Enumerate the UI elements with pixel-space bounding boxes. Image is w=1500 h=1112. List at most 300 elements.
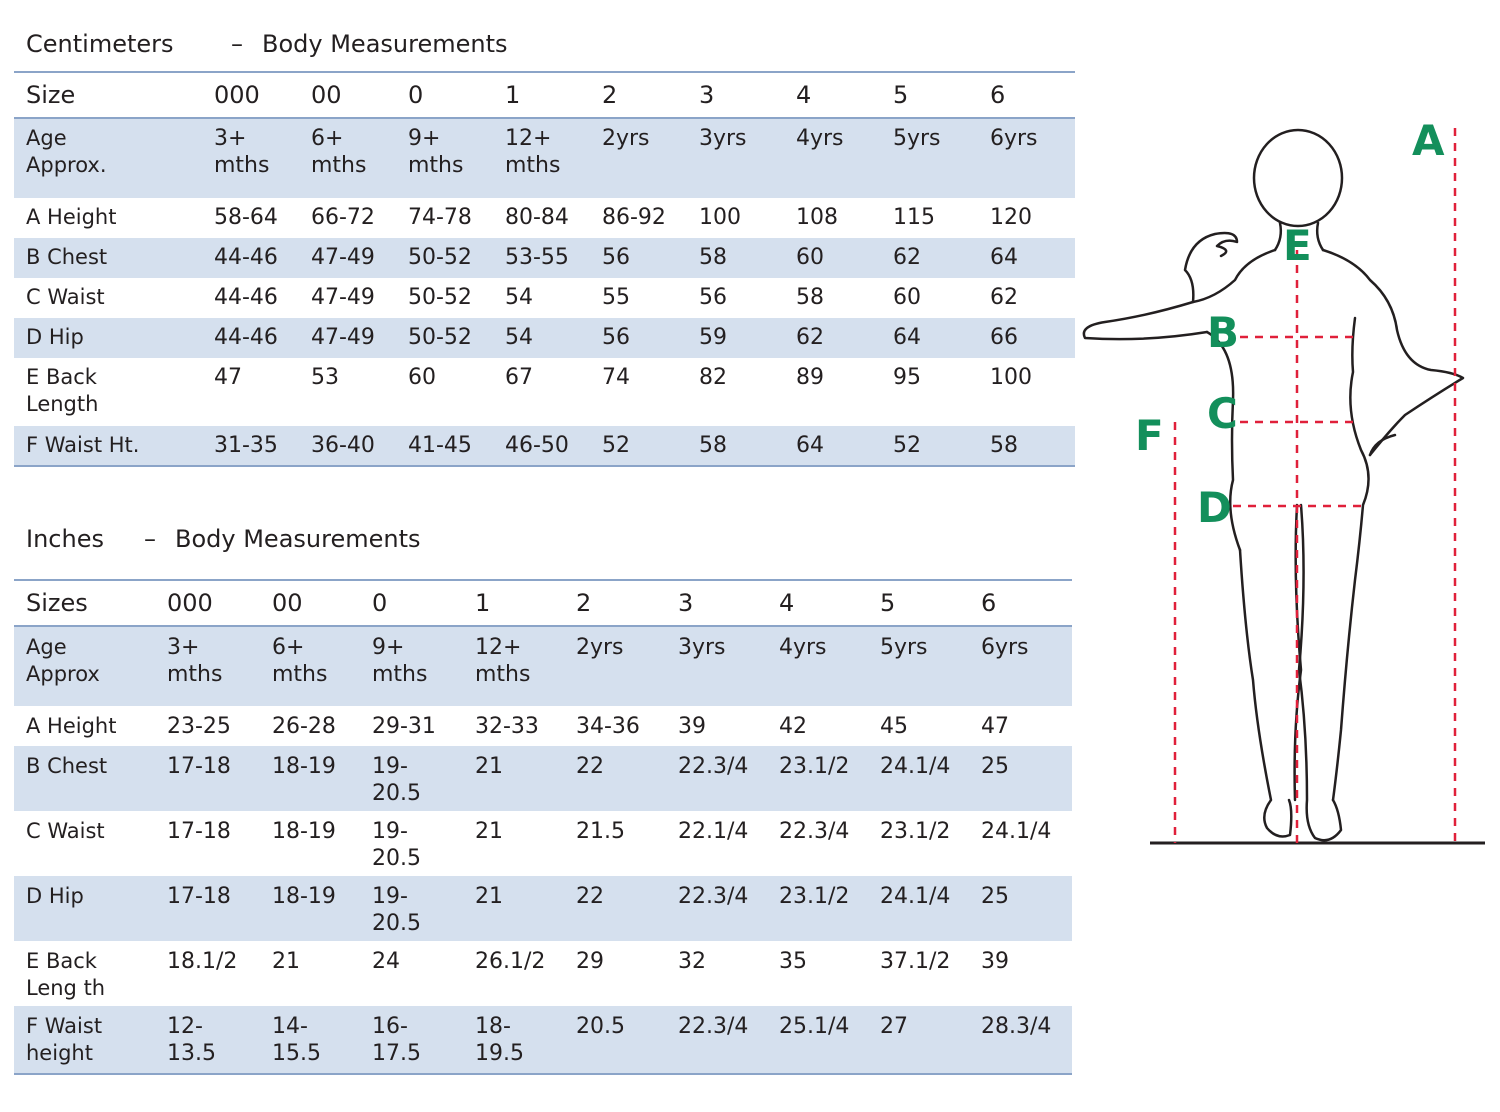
inches-row-label-line: D Hip — [26, 884, 84, 908]
inches-table-cell — [678, 626, 779, 706]
cm-cell-line: 50-52 — [408, 285, 472, 310]
cm-table-cell — [311, 238, 408, 278]
cm-table-cell — [602, 426, 699, 466]
cm-cell-line: 36-40 — [311, 433, 375, 458]
cm-cell-line: 60 — [796, 245, 824, 270]
cm-table-cell — [699, 198, 796, 238]
cm-cell-line: 62 — [990, 285, 1018, 310]
inches-row-label — [14, 811, 167, 876]
cm-row-label — [14, 278, 214, 318]
raised-arm-outline — [1084, 250, 1275, 339]
inches-cell-line: 22.1/4 — [678, 819, 749, 844]
inches-cell-line: 24.1/4 — [880, 884, 951, 909]
inches-table-cell — [880, 706, 981, 746]
inches-cell-line: 22.3/4 — [678, 1014, 749, 1039]
cm-header-size: 00 — [311, 80, 342, 109]
inches-cell-line: 25 — [981, 754, 1009, 779]
cm-row-label — [14, 238, 214, 278]
cm-header-size: 6 — [990, 80, 1006, 109]
inches-cell-line: 19- — [372, 754, 408, 779]
inches-table-cell — [779, 626, 880, 706]
inches-header-size: 3 — [678, 588, 694, 617]
inches-table-cell — [272, 746, 372, 811]
cm-cell-line: 55 — [602, 285, 630, 310]
inches-header-size: 00 — [272, 588, 303, 617]
inches-cell-line: 37.1/2 — [880, 949, 951, 974]
cm-cell-line: 56 — [602, 245, 630, 270]
inches-title-unit: Inches — [26, 525, 104, 553]
inches-cell-line: 19- — [372, 884, 408, 909]
measurement-letters — [1135, 116, 1445, 532]
cm-table-cell — [311, 198, 408, 238]
inches-table-cell — [678, 1006, 779, 1074]
inches-table-row — [14, 876, 1072, 941]
inches-cell-line: 18- — [475, 1014, 511, 1039]
inches-table-cell — [981, 941, 1072, 1006]
left-leg-outline — [1240, 550, 1291, 836]
head-outline — [1254, 130, 1342, 226]
inches-table-cell — [372, 811, 475, 876]
inches-table-row — [14, 811, 1072, 876]
inches-table-cell — [272, 706, 372, 746]
inches-cell-line: 4yrs — [779, 635, 827, 660]
cm-cell-line: 120 — [990, 205, 1032, 230]
inches-row-label-line: F Waist — [26, 1014, 103, 1038]
cm-table-cell — [990, 198, 1075, 238]
cm-table-cell — [796, 198, 893, 238]
inches-cell-line: mths — [372, 662, 428, 687]
inches-cell-line: 22.3/4 — [678, 884, 749, 909]
cm-cell-line: mths — [505, 153, 561, 178]
cm-table-cell — [505, 426, 602, 466]
letter-a: A — [1412, 116, 1445, 165]
cm-cell-line: 12+ — [505, 126, 552, 151]
cm-table-row — [14, 318, 1075, 358]
inches-cell-line: 3+ — [167, 635, 200, 660]
cm-row-label-line: A Height — [26, 205, 117, 229]
cm-table-cell — [990, 238, 1075, 278]
inches-row-label — [14, 941, 167, 1006]
inches-table-cell — [981, 1006, 1072, 1074]
cm-table-row — [14, 198, 1075, 238]
cm-table-cell — [408, 318, 505, 358]
torso-right-outline — [1333, 318, 1369, 800]
cm-header-label: Size — [26, 80, 76, 109]
inches-cell-line: 25.1/4 — [779, 1014, 850, 1039]
inches-cell-line: 3yrs — [678, 635, 726, 660]
cm-cell-line: 53-55 — [505, 245, 569, 270]
inches-table-cell — [678, 876, 779, 941]
inches-cell-line: 12+ — [475, 635, 522, 660]
inches-cell-line: 21 — [475, 754, 503, 779]
inches-table-cell — [981, 811, 1072, 876]
cm-header-size: 0 — [408, 80, 424, 109]
cm-cell-line: 54 — [505, 285, 533, 310]
inches-cell-line: 18-19 — [272, 819, 336, 844]
inches-table-cell — [475, 876, 576, 941]
cm-table-cell — [602, 118, 699, 198]
inches-table-cell — [272, 876, 372, 941]
cm-cell-line: 52 — [602, 433, 630, 458]
cm-table-cell — [602, 198, 699, 238]
inches-cell-line: 2yrs — [576, 635, 624, 660]
inches-cell-line: 47 — [981, 714, 1009, 739]
inches-table-cell — [475, 626, 576, 706]
cm-row-label-line: Approx. — [26, 153, 107, 177]
cm-table-cell — [408, 358, 505, 426]
cm-table-cell — [893, 118, 990, 198]
inches-cell-line: mths — [167, 662, 223, 687]
cm-row-label-line: B Chest — [26, 245, 108, 269]
inches-cell-line: 17-18 — [167, 754, 231, 779]
cm-table-cell — [408, 426, 505, 466]
cm-cell-line: 6+ — [311, 126, 344, 151]
inches-table-row — [14, 706, 1072, 746]
cm-cell-line: 56 — [699, 285, 727, 310]
inches-cell-line: 20.5 — [372, 846, 421, 871]
cm-table-cell — [214, 426, 311, 466]
inches-cell-line: 16- — [372, 1014, 408, 1039]
inches-table-cell — [372, 941, 475, 1006]
cm-table-cell — [893, 358, 990, 426]
cm-cell-line: 80-84 — [505, 205, 569, 230]
inches-table-cell — [167, 811, 272, 876]
inches-table-cell — [576, 706, 678, 746]
cm-cell-line: 47-49 — [311, 245, 375, 270]
cm-header-size: 1 — [505, 80, 521, 109]
cm-table-cell — [990, 278, 1075, 318]
cm-table-cell — [796, 278, 893, 318]
inches-measurements-table — [14, 579, 1072, 1075]
cm-cell-line: 74-78 — [408, 205, 472, 230]
inches-cell-line: 15.5 — [272, 1041, 321, 1066]
cm-cell-line: mths — [311, 153, 367, 178]
cm-table-row — [14, 426, 1075, 466]
inches-cell-line: 21 — [475, 884, 503, 909]
cm-cell-line: 86-92 — [602, 205, 666, 230]
inches-row-label — [14, 746, 167, 811]
cm-cell-line: 53 — [311, 365, 339, 390]
inches-header-label: Sizes — [26, 588, 88, 617]
inches-table-cell — [576, 876, 678, 941]
inches-table-cell — [167, 626, 272, 706]
inches-table-cell — [880, 746, 981, 811]
cm-section-title — [26, 30, 508, 58]
inches-table-cell — [167, 876, 272, 941]
inches-table-cell — [272, 1006, 372, 1074]
cm-cell-line: 44-46 — [214, 245, 278, 270]
cm-cell-line: 62 — [796, 325, 824, 350]
cm-row-label — [14, 318, 214, 358]
inches-table-cell — [779, 706, 880, 746]
inches-row-label-line: Leng th — [26, 976, 106, 1000]
inches-table-cell — [880, 941, 981, 1006]
cm-table-cell — [699, 318, 796, 358]
inches-cell-line: 26.1/2 — [475, 949, 546, 974]
cm-table-cell — [699, 118, 796, 198]
cm-cell-line: 52 — [893, 433, 921, 458]
cm-cell-line: 58 — [796, 285, 824, 310]
cm-cell-line: 115 — [893, 205, 935, 230]
cm-cell-line: 50-52 — [408, 245, 472, 270]
cm-cell-line: 5yrs — [893, 126, 941, 151]
cm-cell-line: 64 — [990, 245, 1018, 270]
cm-cell-line: 58 — [990, 433, 1018, 458]
cm-table-cell — [408, 278, 505, 318]
cm-title-dash: – — [231, 30, 243, 58]
inches-cell-line: 21 — [272, 949, 300, 974]
cm-table-cell — [505, 278, 602, 318]
cm-table-cell — [893, 426, 990, 466]
inches-cell-line: 6+ — [272, 635, 305, 660]
cm-table-cell — [699, 278, 796, 318]
inches-row-label — [14, 706, 167, 746]
inches-table-cell — [576, 1006, 678, 1074]
inches-cell-line: 26-28 — [272, 714, 336, 739]
inches-table-row — [14, 941, 1072, 1006]
inches-cell-line: 32 — [678, 949, 706, 974]
inches-cell-line: 45 — [880, 714, 908, 739]
cm-table-cell — [796, 358, 893, 426]
inches-cell-line: 25 — [981, 884, 1009, 909]
cm-cell-line: 58 — [699, 433, 727, 458]
cm-cell-line: 46-50 — [505, 433, 569, 458]
inches-cell-line: 29-31 — [372, 714, 436, 739]
inches-cell-line: 5yrs — [880, 635, 928, 660]
cm-table-cell — [408, 238, 505, 278]
inches-table-row — [14, 1006, 1072, 1074]
inches-table-cell — [880, 876, 981, 941]
cm-cell-line: 56 — [602, 325, 630, 350]
inches-table-cell — [880, 626, 981, 706]
inches-cell-line: mths — [475, 662, 531, 687]
cm-table-cell — [505, 118, 602, 198]
inches-table-cell — [372, 626, 475, 706]
letter-f: F — [1135, 411, 1164, 460]
letter-b: B — [1207, 308, 1240, 357]
inches-table-cell — [272, 941, 372, 1006]
cm-table-cell — [893, 318, 990, 358]
inches-cell-line: 23-25 — [167, 714, 231, 739]
cm-cell-line: 3+ — [214, 126, 247, 151]
cm-table-row — [14, 238, 1075, 278]
inches-cell-line: 18-19 — [272, 884, 336, 909]
body-measurement-figure — [1075, 110, 1495, 855]
body-outline — [1084, 130, 1463, 840]
cm-cell-line: 58-64 — [214, 205, 278, 230]
cm-table-row — [14, 278, 1075, 318]
inches-table-cell — [779, 746, 880, 811]
cm-table-cell — [990, 358, 1075, 426]
inches-table-cell — [981, 626, 1072, 706]
cm-cell-line: 3yrs — [699, 126, 747, 151]
cm-table-cell — [214, 318, 311, 358]
inches-cell-line: 17.5 — [372, 1041, 421, 1066]
inches-cell-line: 22.3/4 — [678, 754, 749, 779]
letter-e: E — [1283, 221, 1312, 270]
cm-cell-line: 82 — [699, 365, 727, 390]
inches-cell-line: mths — [272, 662, 328, 687]
cm-cell-line: 74 — [602, 365, 630, 390]
inches-table-cell — [981, 876, 1072, 941]
cm-table-cell — [214, 278, 311, 318]
cm-table-cell — [796, 238, 893, 278]
cm-table-cell — [214, 118, 311, 198]
cm-cell-line: 66 — [990, 325, 1018, 350]
cm-cell-line: 41-45 — [408, 433, 472, 458]
cm-row-label-line: F Waist Ht. — [26, 433, 140, 457]
cm-header-size: 000 — [214, 80, 260, 109]
cm-table-cell — [602, 238, 699, 278]
cm-cell-line: 47 — [214, 365, 242, 390]
inches-table-cell — [475, 941, 576, 1006]
inches-table-cell — [576, 746, 678, 811]
cm-title-text: Body Measurements — [262, 30, 508, 58]
inches-row-label-line: Approx — [26, 662, 100, 686]
inches-cell-line: 22.3/4 — [779, 819, 850, 844]
cm-row-label — [14, 426, 214, 466]
cm-table-cell — [408, 198, 505, 238]
inches-cell-line: 35 — [779, 949, 807, 974]
cm-cell-line: 62 — [893, 245, 921, 270]
cm-cell-line: 67 — [505, 365, 533, 390]
inches-table-cell — [576, 941, 678, 1006]
inches-cell-line: 21.5 — [576, 819, 625, 844]
inches-header-size: 1 — [475, 588, 491, 617]
letter-d: D — [1197, 483, 1232, 532]
inches-table-row — [14, 746, 1072, 811]
cm-table-cell — [893, 278, 990, 318]
inches-table-cell — [779, 876, 880, 941]
inches-table-cell — [678, 706, 779, 746]
inches-cell-line: 17-18 — [167, 884, 231, 909]
inches-section-title — [26, 525, 421, 553]
cm-table-cell — [311, 358, 408, 426]
cm-cell-line: 89 — [796, 365, 824, 390]
inches-row-label-line: E Back — [26, 949, 97, 973]
inches-table-cell — [167, 706, 272, 746]
letter-c: C — [1207, 389, 1238, 438]
cm-header-size: 4 — [796, 80, 812, 109]
cm-table-cell — [699, 358, 796, 426]
inches-row-label — [14, 876, 167, 941]
inches-table-cell — [372, 746, 475, 811]
cm-table-row — [14, 358, 1075, 426]
cm-table-cell — [990, 426, 1075, 466]
inches-table-row — [14, 626, 1072, 706]
inches-table-cell — [272, 811, 372, 876]
cm-cell-line: 100 — [990, 365, 1032, 390]
inches-cell-line: 18.1/2 — [167, 949, 238, 974]
cm-row-label — [14, 198, 214, 238]
cm-cell-line: 64 — [796, 433, 824, 458]
inches-table-cell — [678, 941, 779, 1006]
cm-table-cell — [990, 318, 1075, 358]
cm-cell-line: 47-49 — [311, 325, 375, 350]
cm-table-cell — [796, 318, 893, 358]
cm-table-cell — [602, 358, 699, 426]
inches-table-cell — [678, 746, 779, 811]
cm-header-size: 3 — [699, 80, 715, 109]
inches-table-cell — [880, 1006, 981, 1074]
inches-table-cell — [167, 1006, 272, 1074]
inches-cell-line: 19- — [372, 819, 408, 844]
inches-cell-line: 39 — [981, 949, 1009, 974]
inches-cell-line: 39 — [678, 714, 706, 739]
inches-table-cell — [678, 811, 779, 876]
cm-table-cell — [505, 358, 602, 426]
cm-table-cell — [893, 238, 990, 278]
cm-table-cell — [602, 318, 699, 358]
inches-cell-line: 17-18 — [167, 819, 231, 844]
inches-table-cell — [576, 626, 678, 706]
inches-table-cell — [981, 706, 1072, 746]
cm-row-label — [14, 118, 214, 198]
inches-table-cell — [779, 1006, 880, 1074]
inches-table-cell — [779, 941, 880, 1006]
cm-cell-line: 54 — [505, 325, 533, 350]
cm-cell-line: 100 — [699, 205, 741, 230]
cm-table-cell — [505, 238, 602, 278]
cm-row-label — [14, 358, 214, 426]
inches-row-label-line: A Height — [26, 714, 117, 738]
inches-title-dash: – — [144, 525, 156, 553]
inches-cell-line: 22 — [576, 884, 604, 909]
cm-table-cell — [602, 278, 699, 318]
cm-table-cell — [505, 318, 602, 358]
cm-row-label-line: E Back — [26, 365, 97, 389]
cm-measurements-table — [14, 71, 1075, 467]
cm-cell-line: 9+ — [408, 126, 441, 151]
inches-cell-line: 27 — [880, 1014, 908, 1039]
inches-header-size: 4 — [779, 588, 795, 617]
cm-cell-line: 64 — [893, 325, 921, 350]
inches-table-cell — [372, 706, 475, 746]
inches-cell-line: 24.1/4 — [880, 754, 951, 779]
inches-cell-line: 29 — [576, 949, 604, 974]
cm-header-row — [14, 72, 1075, 118]
inches-cell-line: 14- — [272, 1014, 308, 1039]
cm-cell-line: 58 — [699, 245, 727, 270]
inches-header-size: 2 — [576, 588, 592, 617]
cm-cell-line: 6yrs — [990, 126, 1038, 151]
inches-title-text: Body Measurements — [175, 525, 421, 553]
inches-cell-line: 20.5 — [372, 911, 421, 936]
cm-cell-line: 31-35 — [214, 433, 278, 458]
cm-cell-line: 4yrs — [796, 126, 844, 151]
inches-table-cell — [372, 876, 475, 941]
cm-table-row — [14, 118, 1075, 198]
cm-table-cell — [990, 118, 1075, 198]
cm-table-cell — [214, 198, 311, 238]
inches-table-cell — [167, 941, 272, 1006]
inches-table-cell — [576, 811, 678, 876]
inches-table-cell — [372, 1006, 475, 1074]
inches-header-size: 000 — [167, 588, 213, 617]
cm-cell-line: 60 — [408, 365, 436, 390]
cm-table-cell — [408, 118, 505, 198]
cm-row-label-line: C Waist — [26, 285, 105, 309]
inches-cell-line: 23.1/2 — [880, 819, 951, 844]
inches-header-size: 5 — [880, 588, 896, 617]
inches-table-cell — [167, 746, 272, 811]
inches-cell-line: 20.5 — [576, 1014, 625, 1039]
inches-cell-line: 18-19 — [272, 754, 336, 779]
cm-table-cell — [699, 238, 796, 278]
inches-row-label-line: Age — [26, 635, 67, 659]
cm-table-cell — [796, 426, 893, 466]
inches-cell-line: 20.5 — [372, 781, 421, 806]
